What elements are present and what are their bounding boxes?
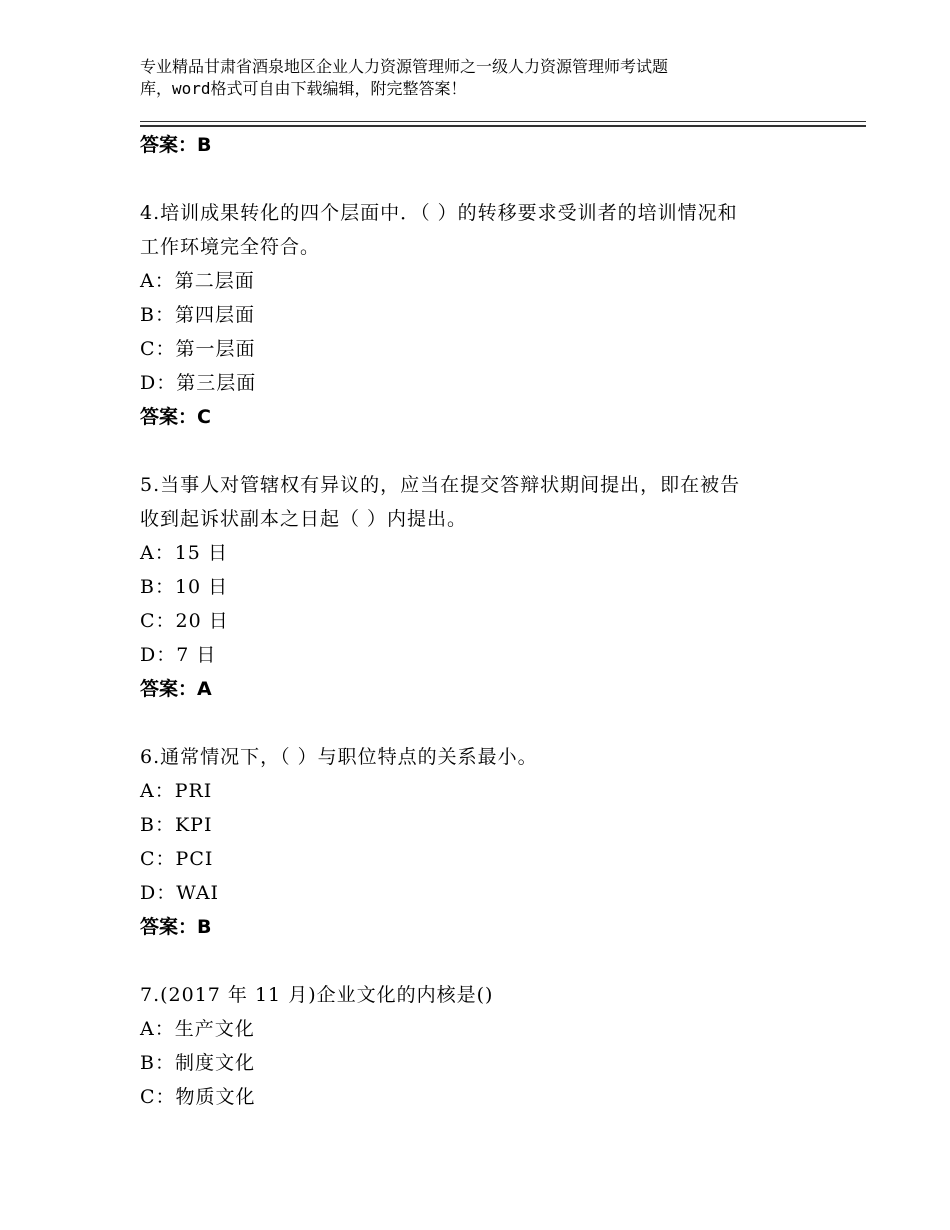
- option-a: A：PRI: [140, 780, 213, 802]
- option-b: B：制度文化: [140, 1052, 255, 1074]
- option-c: C：第一层面: [140, 338, 256, 360]
- option-c: C：20 日: [140, 610, 229, 632]
- question-text: 5.当事人对管辖权有异议的，应当在提交答辩状期间提出，即在被告: [140, 474, 741, 496]
- question-5: [140, 468, 840, 706]
- header-title-line-2: 库，word格式可自由下载编辑，附完整答案！: [140, 79, 467, 98]
- option-d: D：WAI: [140, 882, 220, 904]
- question-text-continued: 收到起诉状副本之日起（ ）内提出。: [140, 508, 468, 530]
- option-b: B：KPI: [140, 814, 213, 836]
- option-a: A：15 日: [140, 542, 228, 564]
- answer-label: 答案：A: [140, 678, 212, 700]
- option-d: D：7 日: [140, 644, 217, 666]
- answer-label: 答案：B: [140, 916, 212, 938]
- answer-label: 答案：C: [140, 406, 211, 428]
- question-7: [140, 978, 840, 1114]
- option-b: B：第四层面: [140, 304, 255, 326]
- document-body: [140, 128, 840, 1114]
- question-text-continued: 工作环境完全符合。: [140, 236, 321, 258]
- option-a: A：第二层面: [140, 270, 255, 292]
- document-header: [140, 56, 820, 100]
- option-c: C：物质文化: [140, 1086, 256, 1108]
- option-c: C：PCI: [140, 848, 214, 870]
- question-6: [140, 740, 840, 944]
- answer-label: 答案：B: [140, 134, 212, 156]
- option-a: A：生产文化: [140, 1018, 255, 1040]
- question-4: [140, 196, 840, 434]
- question-text: 4.培训成果转化的四个层面中．（ ）的转移要求受训者的培训情况和: [140, 202, 738, 224]
- option-b: B：10 日: [140, 576, 229, 598]
- option-d: D：第三层面: [140, 372, 257, 394]
- header-divider: [140, 121, 866, 122]
- header-divider-thick: [140, 125, 866, 127]
- question-text: 6.通常情况下，（ ）与职位特点的关系最小。: [140, 746, 538, 768]
- header-title-line-1: 专业精品甘肃省酒泉地区企业人力资源管理师之一级人力资源管理师考试题: [140, 57, 669, 76]
- question-text: 7.(2017 年 11 月)企业文化的内核是(): [140, 984, 494, 1006]
